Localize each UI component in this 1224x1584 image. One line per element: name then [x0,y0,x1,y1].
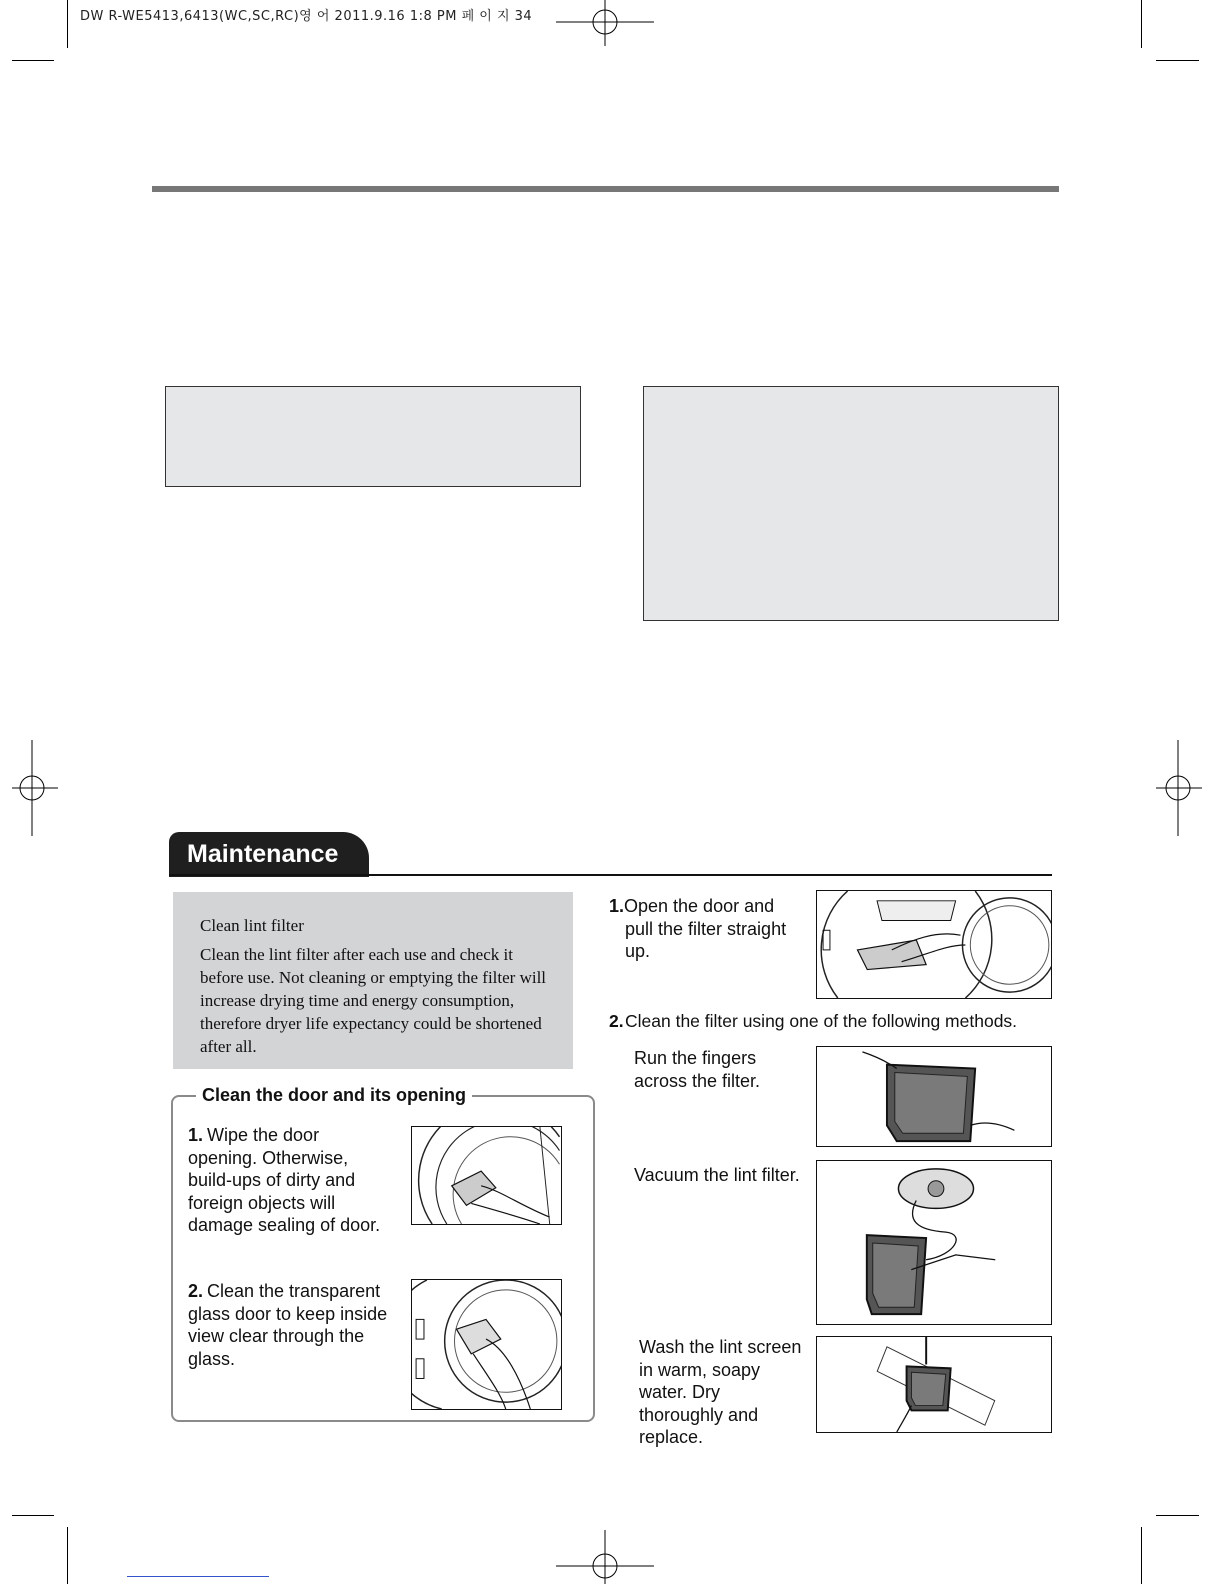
registration-mark-icon [1154,740,1204,836]
filter-step-1-number: 1. [609,896,625,916]
wipe-door-opening-illustration [411,1126,562,1225]
door-step-1-text: Wipe the door opening. Otherwise, build-ups of dirty and foreign objects will damage sealing of door. [188,1125,381,1235]
door-step-1 [188,1124,393,1237]
section-tab-maintenance: Maintenance [169,832,369,877]
footer-underline [127,1576,269,1577]
registration-mark-icon [10,740,60,836]
fingers-filter-illustration [816,1046,1052,1147]
clean-glass-door-illustration [411,1279,562,1410]
lint-filter-title: Clean lint filter [200,916,304,935]
crop-mark-icon [1156,60,1199,61]
filter-step-2 [609,1010,1049,1033]
crop-mark-icon [12,60,54,61]
door-section-title: Clean the door and its opening [196,1084,472,1106]
lint-filter-note [173,892,573,1069]
crop-mark-icon [67,1527,68,1584]
registration-mark-icon [556,1530,656,1584]
method-wash-text: Wash the lint screen in warm, soapy water. Dry thoroughly and replace. [639,1337,802,1447]
header-rule [152,186,1059,192]
crop-mark-icon [1141,0,1142,48]
method-vacuum-text: Vacuum the lint filter. [634,1165,800,1185]
section-rule [169,874,1052,876]
door-step-2-text: Clean the transparent glass door to keep inside view clear through the glass. [188,1281,388,1369]
pull-filter-illustration [816,890,1052,999]
method-fingers-text: Run the fingers across the filter. [634,1048,761,1091]
empty-note-box-left [165,386,581,487]
vacuum-filter-illustration [816,1160,1052,1325]
filter-step-2-number: 2. [609,1011,624,1031]
filter-step-1-text: Open the door and pull the filter straight up. [624,896,787,961]
registration-mark-icon [556,0,656,48]
crop-mark-icon [12,1515,54,1516]
crop-mark-icon [1141,1527,1142,1584]
print-header: DW R-WE5413,6413(WC,SC,RC)영 어 2011.9.16 1:8 PM 페 이 지 34 [80,9,533,24]
crop-mark-icon [1156,1515,1199,1516]
crop-mark-icon [67,0,68,48]
lint-filter-body: Clean the lint filter after each use and check it before use. Not cleaning or emptying the filter will increase drying time and energy consumption, therefore dryer life expectancy could be shortened after all. [200,945,547,1056]
door-step-1-number: 1. [188,1125,204,1145]
filter-step-2-text: Clean the filter using one of the following methods. [625,1011,1018,1031]
wash-filter-illustration [816,1336,1052,1433]
door-step-2 [188,1280,398,1370]
filter-step-1 [609,895,794,963]
door-step-2-number: 2. [188,1281,204,1301]
empty-note-box-right [643,386,1059,621]
